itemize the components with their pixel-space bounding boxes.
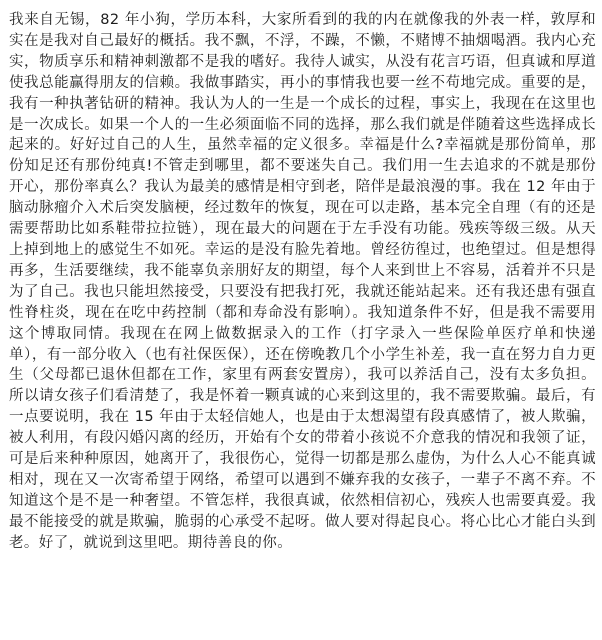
self-introduction-paragraph: 我来自无锡，82 年小狗，学历本科，大家所看到的我的内在就像我的外表一样，敦厚和实在是我对自己最好的概括。我不飘，不浮，不躁，不懒，不赌博不抽烟喝酒。我内心充实，物质享乐和精神刺激都不是我的嗜好。我待人诚实，从没有花言巧语，但真诚和厚道使我总能赢得朋友的信赖。我做事踏实，再小的事情我也要一丝不苟地完成。重要的是，我有一种执著钻研的精神。我认为人的一生是一个成长的过程，事实上，我现在在这里也是一次成长。如果一个人的一生必须面临不同的选择，那么我们就是伴随着这些选择成长起来的。好好过自己的人生，虽然幸福的定义很多。幸福是什么?幸福就是那份简单，那份知足还有那份纯真!不管走到哪里，都不要迷失自己。我们用一生去追求的不就是那份开心，那份率真么？我认为最美的感情是相守到老，陪伴是最浪漫的事。我在 12 年由于脑动脉瘤介入术后突发脑梗，经过数年的恢复，现在可以走路，基本完全自理（有的还是需要帮助比如系鞋带拉拉链），现在最大的问题在于左手没有功能。残疾等级三级。从天上掉到地上的感觉生不如死。幸运的是没有脸先着地。曾经彷徨过，也绝望过。但是想得再多，生活要继续，我不能辜负亲朋好友的期望，每个人来到世上不容易，活着并不只是为了自己。我也只能坦然接受，只要没有把我打死，我就还能站起来。还有我还患有强直性脊柱炎，现在在吃中药控制（都和寿命没有影响）。我知道条件不好，但是我不需要用这个博取同情。我现在在网上做数据录入的工作（打字录入一些保险单医疗单和快递单），有一部分收入（也有社保医保），还在傍晚教几个小学生补差，我一直在努力自力更生（父母都已退休但都在工作，家里有两套安置房），我可以养活自己，没有太多负担。所以请女孩子们看清楚了，我是怀着一颗真诚的心来到这里的，我不需要欺骗。最后，有一点要说明，我在 15 年由于太轻信她人，也是由于太想渴望有段真感情了，被人欺骗，被人利用，有段闪婚闪离的经历，开始有个女的带着小孩说不介意我的情况和我领了证，可是后来种种原因，她离开了，我很伤心，觉得一切都是那么虚伪，为什么人心不能真诚相对，现在又一次寄希望于网络，希望可以遇到不嫌弃我的女孩子，一辈子不离不弃。不知道这个是不是一种奢望。不管怎样，我很真诚，依然相信初心，残疾人也需要真爱。我最不能接受的就是欺骗，脆弱的心承受不起呀。做人要对得起良心。将心比心才能白头到老。好了，就说到这里吧。期待善良的你。 — [9, 12, 596, 551]
